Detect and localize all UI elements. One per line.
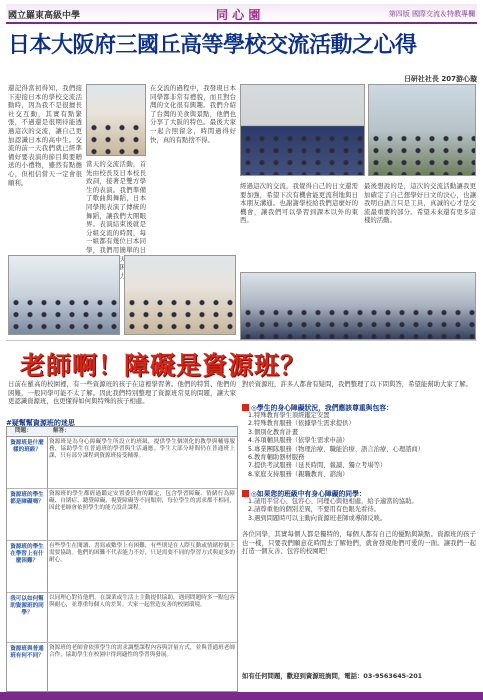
photo-exchange-event [240, 84, 365, 176]
page-section-label: 第四版 國際交流＆特教專欄 [388, 10, 475, 18]
newspaper-title: 同 心 園 [216, 8, 261, 22]
photo-assembly-crowd [241, 309, 475, 339]
photo-students [9, 299, 119, 334]
photo-audience [241, 135, 364, 176]
feature-intro-right: 對於資源班，許多人都會有疑問，我們整理了以下問與答，希望能幫助大家了解。 [242, 380, 473, 388]
faq-question-header: 問題： [15, 428, 32, 434]
rights-heading: ◎學生的身心障礙狀況，我們應該尊重與包容： [242, 402, 393, 412]
photo-performers [125, 299, 235, 334]
list-item: 3.遇到問題時可以主動向資源班老師或導師反映。 [248, 514, 387, 522]
faq-question: 資源班的學生都是障礙嗎？ [10, 492, 44, 506]
photo-assembly [240, 272, 476, 340]
article-byline: 日研社社長 207游心璇 [403, 75, 477, 83]
article-column-5: 最後想說的是，這次的交流活動讓我更加確定了自己想學好日文的決心，也讓我明白語言只是工具，真誠的心才是交流最重要的部分。希望未來還有更多這樣的活動。 [364, 182, 476, 225]
list-item: 5.專業團隊服務（物理治療、職能治療、語言治療、心理諮商） [248, 445, 425, 453]
contact-info: 如有任何問題，歡迎到資源班詢問，電話：03-9563645-201 [242, 672, 423, 680]
faq-table [6, 426, 238, 692]
list-item: 6.教育輔助器材服務 [248, 454, 305, 462]
photo-participants [369, 135, 475, 176]
bullet-icon [242, 490, 249, 497]
article-column-3: 在交流的過程中，我發現日本同學都非常有禮貌，而且對台灣的文化很有興趣。我們介紹了台灣的美食與景點，他們也分享了大阪的特色。最後大家一起合照留念，時間過得好快，真的有點捨不得。 [150, 84, 236, 144]
feature-closing: 各位同學，其實每個人都是獨特的，每個人都有自己的優點與缺點。資源班的孩子也一樣，只要我們願意花時間去了解他們，就會發現他們可愛的一面。讓我們一起打造一個友善、包容的校園吧！ [242, 530, 476, 556]
article-title: 日本大阪府三國丘高等學校交流活動之心得 [8, 32, 417, 58]
classmate-tips-list [248, 498, 476, 523]
table-row [7, 541, 237, 593]
faq-question: 我可以如何幫助資源班的同學？ [10, 596, 44, 617]
faq-answer: 資源班的學生都經過鑑定安置委員會的鑑定，包含學習障礙、情緒行為障礙、自閉症、聽覺障礙、視覺障礙等不同類別，每位學生的需求都不相同，因此老師會依照學生的能力設計課程。 [49, 491, 235, 512]
list-item: 8.家庭支持服務（親職教育、諮詢） [248, 470, 349, 478]
faq-answer-header: 解答： [53, 428, 70, 434]
classmate-heading: ◎如果您的班級中有身心障礙的同學： [242, 488, 366, 498]
article-column-2: 當天的交流活動，首先由校長及日本校長致詞，接著是雙方學生的表演。我們準備了歌曲與舞蹈，日本同學則表演了傳統的舞蹈，讓我們大開眼界。表演結束後就是分組交流的時間，每一組都有幾位日本同學，我們用簡單的日 天 困 力 [86, 160, 146, 280]
photo-students-group [86, 84, 146, 156]
feature-headline: 老師啊！障礙是資源班？ [20, 351, 307, 380]
faq-question: 資源班的學生在學習上有什麼困難？ [10, 544, 44, 565]
table-row [7, 593, 237, 643]
school-name: 國立羅東高級中學 [8, 11, 81, 21]
list-item: 4.各項輔具服務（依學生需求申請） [248, 437, 349, 445]
article-column-4: 經過這次的交流，我覺得自己的日文還需要加強，希望下次有機會能更流利地與日本朋友溝通。也謝謝學校給我們這麼好的機會，讓我們可以學習到課本以外的東西。 [240, 182, 358, 225]
photo-exchange-hall [368, 84, 476, 176]
photo-classroom [8, 255, 120, 335]
faq-answer: 有些學生在閱讀、書寫或數學上有困難，有些則是在人際互動或情緒控制上需要協助。他們的困難不代表能力不好，只是需要不同的學習方式與更多的耐心。 [49, 543, 235, 564]
bullet-icon [242, 404, 249, 411]
list-item: 2.特殊教育服務（依據學生需求提供） [248, 420, 355, 428]
list-item: 1.特殊教育學生須經鑑定安置 [248, 412, 330, 419]
faq-answer: 資源班的老師會依照學生的需求調整課程內容與評量方式，並與普通班老師合作，協助學生在校園中得到適性的學習與發展。 [49, 645, 235, 659]
list-item: 1.請用平常心、包容心、同理心與他相處，給予適當的協助。 [248, 498, 418, 505]
feature-intro: 日前在羅高的校園裡，有一些資源班的孩子在這裡學習著。他們的特質、他們的困難，一般同學可能不太了解。因此我們特別整理了資源班常見的問題，讓大家更認識資源班，也更懂得如何與特殊的孩子相處。 [8, 380, 236, 406]
photo-performance [124, 255, 236, 335]
list-item: 3.個別化教育計畫 [248, 428, 299, 436]
services-list [248, 412, 476, 479]
article-column-1: 還記得當初得知，我們接下迎接日本的學校交流活動時，因為我不是很擅長社交互動，其實有點緊張，不過還是很期待能透過這次的交流，讓自己更加認識日本的高中生。交流的前一天我們就已經準備好要表演的節目與要贈送的小禮物，雖然有點擔心，但相信當天一定會很順利。 [8, 84, 82, 187]
table-row [7, 489, 237, 541]
faq-question: 資源班與普通班有何不同？ [10, 646, 44, 660]
list-item: 2.請尊重他的個別差異，不要用有色眼光看待。 [248, 506, 380, 514]
faq-section-heading: #疑幫幫資源班的迷思 [6, 419, 75, 427]
table-row [7, 437, 237, 489]
faq-table-header [7, 427, 237, 437]
section-divider [6, 340, 477, 341]
list-item: 7.提供考試服務（延長時間、報讀、獨立考場等） [248, 462, 387, 470]
table-row [7, 643, 237, 691]
faq-question: 資源班是什麼樣的班級？ [10, 440, 44, 454]
photo-figures [87, 124, 145, 156]
faq-answer: 資源班是為身心障礙學生所設立的班級，提供學生個別化的教學與輔導服務，協助學生在普通班的學習與生活適應。學生大部分時間仍在普通班上課，只有部分課程到資源班接受輔導。 [49, 439, 235, 460]
page-footer-bar [0, 692, 483, 700]
masthead [6, 4, 477, 24]
faq-answer: 以同理心對待他們，在課業或生活上主動提供協助，遇到問題時多一點包容與耐心，並尊重每個人的差異。大家一起營造友善的校園環境。 [49, 595, 235, 609]
